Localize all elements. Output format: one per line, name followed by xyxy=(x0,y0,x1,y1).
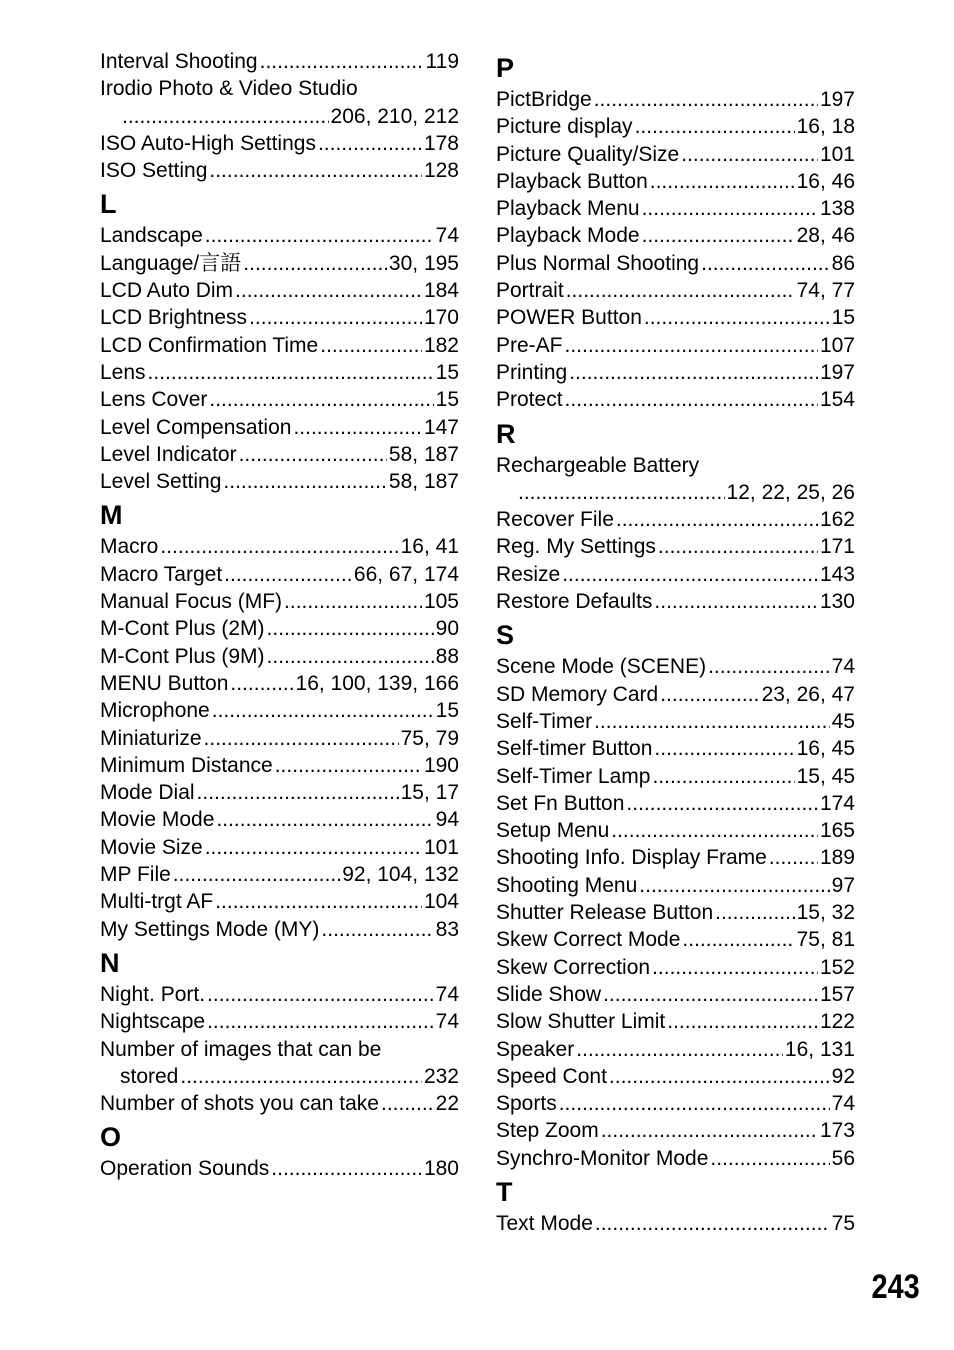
index-entry-pictbridge xyxy=(496,86,855,113)
entry-pages: 189 xyxy=(819,846,855,870)
dot-leader xyxy=(320,332,422,359)
dot-leader xyxy=(180,1063,422,1090)
entry-label: PictBridge xyxy=(496,88,592,111)
index-entry-self-timer-button xyxy=(496,735,855,762)
index-entry-language xyxy=(100,250,459,277)
dot-leader xyxy=(122,103,329,130)
index-entry-number-of-images-that-can-be xyxy=(100,1036,459,1063)
index-entry-level-compensation xyxy=(100,414,459,441)
entry-pages: 16, 41 xyxy=(400,535,459,559)
entry-label: Slide Show xyxy=(496,982,602,1006)
entry-label: Operation Sounds xyxy=(100,1157,270,1181)
entry-pages: 30, 195 xyxy=(388,251,459,275)
dot-leader xyxy=(601,1117,818,1144)
entry-pages: 28, 46 xyxy=(796,224,855,248)
entry-label: Restore Defaults xyxy=(496,590,653,614)
dot-leader xyxy=(239,441,387,468)
dot-leader xyxy=(381,1090,434,1117)
entry-pages: 75 xyxy=(831,1211,855,1235)
entry-label: Language/言語 xyxy=(100,251,242,275)
entry-label: Resize xyxy=(496,562,561,586)
dot-leader xyxy=(267,615,434,642)
entry-label: Synchro-Monitor Mode xyxy=(496,1146,709,1170)
entry-label: MP File xyxy=(100,863,171,887)
entry-label: M-Cont Plus (2M) xyxy=(100,617,265,641)
entry-pages: 58, 187 xyxy=(388,442,459,466)
entry-pages: 174 xyxy=(819,791,855,815)
index-entry-night-port xyxy=(100,981,459,1008)
index-entry-rechargeable-battery xyxy=(496,452,855,479)
dot-leader xyxy=(708,653,830,680)
entry-pages: 180 xyxy=(423,1157,459,1181)
entry-label: My Settings Mode (MY) xyxy=(100,917,320,941)
entry-pages: 178 xyxy=(423,131,459,155)
index-entry-step-zoom xyxy=(496,1117,855,1144)
index-entry-nightscape xyxy=(100,1008,459,1035)
index-entry-multi-trgt-af xyxy=(100,888,459,915)
entry-pages: 184 xyxy=(423,279,459,303)
dot-leader xyxy=(209,386,433,413)
index-entry-lens xyxy=(100,359,459,386)
entry-label: Step Zoom xyxy=(496,1119,599,1143)
index-entry-text-mode xyxy=(496,1210,855,1237)
index-entry-number-of-shots-you-can-take xyxy=(100,1090,459,1117)
index-entry-irodio-photo-video-studio xyxy=(100,75,459,102)
entry-label: MENU Button xyxy=(100,671,229,695)
entry-pages: 143 xyxy=(819,562,855,586)
index-entry-level-setting xyxy=(100,468,459,495)
dot-leader xyxy=(518,479,725,506)
index-entry-miniaturize xyxy=(100,725,459,752)
entry-pages: 12, 22, 25, 26 xyxy=(726,480,855,504)
entry-label: Miniaturize xyxy=(100,726,202,750)
dot-leader xyxy=(235,277,422,304)
dot-leader xyxy=(160,533,398,560)
index-entry-macro xyxy=(100,533,459,560)
index-entry-movie-size xyxy=(100,834,459,861)
index-entry-manual-focus-mf xyxy=(100,588,459,615)
entry-label: LCD Confirmation Time xyxy=(100,333,319,357)
entry-label: Reg. My Settings xyxy=(496,535,656,559)
index-entry-playback-mode xyxy=(496,222,855,249)
index-entry-movie-mode xyxy=(100,806,459,833)
entry-label: Picture Quality/Size xyxy=(496,142,680,166)
entry-label: Manual Focus (MF) xyxy=(100,590,283,614)
entry-pages: 147 xyxy=(423,415,459,439)
dot-leader xyxy=(642,222,795,249)
entry-pages: 197 xyxy=(819,360,855,384)
index-entry-shooting-menu xyxy=(496,872,855,899)
entry-pages: 119 xyxy=(425,50,459,73)
entry-label: M-Cont Plus (9M) xyxy=(100,644,265,668)
index-entry-picture-display xyxy=(496,113,855,140)
entry-pages: 170 xyxy=(423,306,459,330)
entry-label: Self-Timer Lamp xyxy=(496,764,651,788)
index-entry-mode-dial xyxy=(100,779,459,806)
index-entry-shutter-release-button xyxy=(496,899,855,926)
entry-pages: 74 xyxy=(831,655,855,679)
entry-label: Printing xyxy=(496,360,568,384)
index-entry-skew-correct-mode xyxy=(496,926,855,953)
entry-label: Minimum Distance xyxy=(100,753,273,777)
dot-leader xyxy=(644,304,830,331)
dot-leader xyxy=(205,834,422,861)
index-entry-continuation xyxy=(100,103,459,130)
dot-leader xyxy=(594,86,818,113)
entry-pages: 45 xyxy=(831,709,855,733)
entry-label: Text Mode xyxy=(496,1211,593,1235)
dot-leader xyxy=(566,277,795,304)
dot-leader xyxy=(626,790,818,817)
entry-label: Movie Mode xyxy=(100,808,215,832)
entry-pages: 182 xyxy=(423,333,459,357)
entry-pages: 15 xyxy=(435,388,459,412)
entry-pages: 74 xyxy=(435,1010,459,1034)
entry-label: Interval Shooting xyxy=(100,50,258,73)
index-entry-set-fn-button xyxy=(496,790,855,817)
dot-leader xyxy=(611,817,818,844)
index-entry-protect xyxy=(496,386,855,413)
entry-pages: 15 xyxy=(831,306,855,330)
entry-pages: 16, 18 xyxy=(796,115,855,139)
entry-pages: 107 xyxy=(819,333,855,357)
index-entry-mp-file xyxy=(100,861,459,888)
entry-pages: 104 xyxy=(423,890,459,914)
entry-pages: 232 xyxy=(423,1064,459,1088)
dot-leader xyxy=(652,763,794,790)
index-entry-shooting-info-display-frame xyxy=(496,844,855,871)
dot-leader xyxy=(595,1210,830,1237)
dot-leader xyxy=(293,414,422,441)
dot-leader xyxy=(701,250,830,277)
dot-leader xyxy=(207,1008,434,1035)
dot-leader xyxy=(609,1063,830,1090)
dot-leader xyxy=(639,872,829,899)
entry-label: SD Memory Card xyxy=(496,682,659,706)
dot-leader xyxy=(318,130,422,157)
section-letter-o: O xyxy=(100,1122,122,1153)
entry-label: Lens xyxy=(100,360,146,384)
dot-leader xyxy=(603,981,818,1008)
index-column-left xyxy=(100,48,459,1183)
index-entry-playback-menu xyxy=(496,195,855,222)
index-entry-self-timer xyxy=(496,708,855,735)
entry-pages: 16, 131 xyxy=(784,1037,855,1061)
index-entry-sports xyxy=(496,1090,855,1117)
index-entry-recover-file xyxy=(496,506,855,533)
dot-leader xyxy=(715,899,794,926)
index-entry-slow-shutter-limit xyxy=(496,1008,855,1035)
entry-label: Irodio Photo & Video Studio xyxy=(100,77,358,101)
entry-pages: 74, 77 xyxy=(796,279,855,303)
entry-label: Mode Dial xyxy=(100,781,195,805)
entry-label: Setup Menu xyxy=(496,819,610,843)
dot-leader xyxy=(654,735,794,762)
entry-pages: 90 xyxy=(435,617,459,641)
index-entry-iso-setting xyxy=(100,157,459,184)
entry-pages: 22 xyxy=(435,1092,459,1116)
entry-pages: 15 xyxy=(435,360,459,384)
index-entry-portrait xyxy=(496,277,855,304)
entry-pages: 171 xyxy=(819,535,855,559)
index-entry-menu-button xyxy=(100,670,459,697)
index-entry-scene-mode-scene xyxy=(496,653,855,680)
entry-label: Rechargeable Battery xyxy=(496,453,700,477)
index-entry-lcd-auto-dim xyxy=(100,277,459,304)
entry-pages: 16, 46 xyxy=(796,169,855,193)
entry-label: Nightscape xyxy=(100,1010,206,1034)
dot-leader xyxy=(249,304,422,331)
entry-label: Pre-AF xyxy=(496,333,563,357)
entry-pages: 197 xyxy=(819,88,855,111)
index-entry-picture-quality-size xyxy=(496,141,855,168)
entry-label: POWER Button xyxy=(496,306,642,330)
entry-label: Macro xyxy=(100,535,159,559)
index-entry-continuation xyxy=(496,479,855,506)
index-entry-landscape xyxy=(100,222,459,249)
entry-label: Portrait xyxy=(496,279,564,303)
entry-label: Shutter Release Button xyxy=(496,901,714,925)
index-entry-pre-af xyxy=(496,332,855,359)
index-entry-m-cont-plus-9m xyxy=(100,643,459,670)
entry-pages: 16, 45 xyxy=(796,737,855,761)
entry-pages: 75, 81 xyxy=(796,928,855,952)
entry-label: Level Setting xyxy=(100,470,222,494)
dot-leader xyxy=(660,681,759,708)
entry-label: Playback Menu xyxy=(496,197,640,221)
dot-leader xyxy=(148,359,434,386)
entry-pages: 122 xyxy=(819,1010,855,1034)
section-letter-m: M xyxy=(100,500,123,531)
dot-leader xyxy=(658,533,818,560)
index-entry-power-button xyxy=(496,304,855,331)
entry-label: Set Fn Button xyxy=(496,791,625,815)
entry-label: Landscape xyxy=(100,224,203,248)
entry-pages: 58, 187 xyxy=(388,470,459,494)
entry-label: Speaker xyxy=(496,1037,575,1061)
index-entry-sd-memory-card xyxy=(496,681,855,708)
index-entry-lcd-confirmation-time xyxy=(100,332,459,359)
dot-leader xyxy=(682,926,794,953)
dot-leader xyxy=(197,779,399,806)
index-entry-minimum-distance xyxy=(100,752,459,779)
dot-leader xyxy=(650,168,795,195)
entry-label: Speed Cont xyxy=(496,1064,607,1088)
dot-leader xyxy=(224,561,352,588)
entry-label: Number of images that can be xyxy=(100,1037,382,1061)
index-entry-operation-sounds xyxy=(100,1155,459,1182)
entry-pages: 101 xyxy=(423,835,459,859)
dot-leader xyxy=(642,195,818,222)
entry-pages: 74 xyxy=(435,982,459,1006)
entry-label: ISO Auto-High Settings xyxy=(100,131,316,155)
section-letter-n: N xyxy=(100,947,120,978)
dot-leader xyxy=(275,752,422,779)
section-letter-p: P xyxy=(496,53,515,83)
index-entry-speed-cont xyxy=(496,1063,855,1090)
entry-label: Level Compensation xyxy=(100,415,292,439)
index-entry-level-indicator xyxy=(100,441,459,468)
entry-pages: 206, 210, 212 xyxy=(330,104,459,128)
index-column-right xyxy=(496,48,855,1237)
entry-label: LCD Auto Dim xyxy=(100,279,234,303)
entry-pages: 128 xyxy=(423,159,459,183)
entry-pages: 157 xyxy=(819,982,855,1006)
entry-pages: 92 xyxy=(831,1064,855,1088)
entry-label: Level Indicator xyxy=(100,442,237,466)
entry-label: Sports xyxy=(496,1092,557,1116)
entry-pages: 74 xyxy=(435,224,459,248)
index-entry-synchro-monitor-mode xyxy=(496,1145,855,1172)
entry-label: LCD Brightness xyxy=(100,306,248,330)
dot-leader xyxy=(271,1155,422,1182)
entry-label: Self-timer Button xyxy=(496,737,653,761)
dot-leader xyxy=(216,806,433,833)
index-entry-resize xyxy=(496,561,855,588)
entry-label: Protect xyxy=(496,388,563,412)
entry-label: Picture display xyxy=(496,115,633,139)
index-entry-speaker xyxy=(496,1036,855,1063)
page-number: 243 xyxy=(871,1268,920,1306)
entry-pages: 15, 32 xyxy=(796,901,855,925)
index-entry-microphone xyxy=(100,697,459,724)
dot-leader xyxy=(215,888,422,915)
entry-pages: 16, 100, 139, 166 xyxy=(295,671,459,695)
entry-label: Shooting Menu xyxy=(496,873,638,897)
entry-pages: 75, 79 xyxy=(400,726,459,750)
entry-label: Night. Port. xyxy=(100,982,206,1006)
index-entry-lens-cover xyxy=(100,386,459,413)
dot-leader xyxy=(710,1145,829,1172)
index-entry-slide-show xyxy=(496,981,855,1008)
dot-leader xyxy=(243,250,387,277)
entry-label: Skew Correction xyxy=(496,955,651,979)
entry-pages: 138 xyxy=(819,197,855,221)
entry-label: Lens Cover xyxy=(100,388,208,412)
entry-label: Macro Target xyxy=(100,562,223,586)
dot-leader xyxy=(594,708,830,735)
dot-leader xyxy=(654,588,818,615)
entry-pages: 83 xyxy=(435,917,459,941)
dot-leader xyxy=(223,468,387,495)
entry-pages: 97 xyxy=(831,873,855,897)
entry-label: Shooting Info. Display Frame xyxy=(496,846,767,870)
dot-leader xyxy=(576,1036,783,1063)
dot-leader xyxy=(667,1008,818,1035)
entry-pages: 15, 45 xyxy=(796,764,855,788)
index-entry-restore-defaults xyxy=(496,588,855,615)
entry-pages: 15 xyxy=(435,699,459,723)
dot-leader xyxy=(565,386,818,413)
entry-label: Skew Correct Mode xyxy=(496,928,681,952)
entry-label: ISO Setting xyxy=(100,159,208,183)
index-entry-continuation xyxy=(100,1063,459,1090)
entry-pages: 105 xyxy=(423,590,459,614)
dot-leader xyxy=(284,588,422,615)
index-entry-lcd-brightness xyxy=(100,304,459,331)
index-entry-macro-target xyxy=(100,561,459,588)
dot-leader xyxy=(616,506,818,533)
section-letter-s: S xyxy=(496,620,515,651)
entry-pages: 101 xyxy=(819,142,855,166)
entry-pages: 15, 17 xyxy=(400,781,459,805)
dot-leader xyxy=(267,643,434,670)
dot-leader xyxy=(205,222,434,249)
dot-leader xyxy=(569,359,818,386)
entry-pages: 165 xyxy=(819,819,855,843)
dot-leader xyxy=(260,48,424,75)
dot-leader xyxy=(652,954,818,981)
entry-pages: 190 xyxy=(423,753,459,777)
entry-label: Playback Mode xyxy=(496,224,640,248)
section-letter-r: R xyxy=(496,418,516,449)
entry-pages: 23, 26, 47 xyxy=(761,682,855,706)
dot-leader xyxy=(212,697,434,724)
entry-pages: 173 xyxy=(819,1119,855,1143)
section-letter-t: T xyxy=(496,1176,513,1207)
index-entry-my-settings-mode-my xyxy=(100,916,459,943)
entry-label: Plus Normal Shooting xyxy=(496,251,700,275)
dot-leader xyxy=(173,861,340,888)
entry-label: Slow Shutter Limit xyxy=(496,1010,666,1034)
entry-pages: 152 xyxy=(819,955,855,979)
index-entry-self-timer-lamp xyxy=(496,763,855,790)
index-entry-interval-shooting xyxy=(100,48,459,75)
entry-pages: 86 xyxy=(831,251,855,275)
dot-leader xyxy=(209,157,422,184)
index-entry-m-cont-plus-2m xyxy=(100,615,459,642)
entry-pages: 130 xyxy=(819,590,855,614)
entry-label: Multi-trgt AF xyxy=(100,890,214,914)
entry-pages: 154 xyxy=(819,388,855,412)
entry-pages: 74 xyxy=(831,1092,855,1116)
dot-leader xyxy=(769,844,818,871)
entry-pages: 92, 104, 132 xyxy=(342,863,459,887)
entry-label: Number of shots you can take xyxy=(100,1092,379,1116)
dot-leader xyxy=(565,332,818,359)
dot-leader xyxy=(559,1090,830,1117)
entry-label: Self-Timer xyxy=(496,709,593,733)
index-entry-skew-correction xyxy=(496,954,855,981)
entry-label: Playback Button xyxy=(496,169,648,193)
index-entry-plus-normal-shooting xyxy=(496,250,855,277)
entry-pages: 94 xyxy=(435,808,459,832)
dot-leader xyxy=(562,561,818,588)
dot-leader xyxy=(207,981,434,1008)
index-entry-reg-my-settings xyxy=(496,533,855,560)
entry-pages: 66, 67, 174 xyxy=(353,562,459,586)
dot-leader xyxy=(321,916,433,943)
entry-label: Movie Size xyxy=(100,835,203,859)
entry-pages: 56 xyxy=(831,1146,855,1170)
entry-label: stored xyxy=(120,1064,179,1088)
dot-leader xyxy=(230,670,293,697)
index-entry-playback-button xyxy=(496,168,855,195)
entry-pages: 162 xyxy=(819,508,855,532)
index-entry-iso-auto-high-settings xyxy=(100,130,459,157)
entry-pages: 88 xyxy=(435,644,459,668)
dot-leader xyxy=(635,113,795,140)
entry-label: Scene Mode (SCENE) xyxy=(496,655,707,679)
index-entry-printing xyxy=(496,359,855,386)
dot-leader xyxy=(681,141,818,168)
dot-leader xyxy=(204,725,399,752)
index-entry-setup-menu xyxy=(496,817,855,844)
section-letter-l: L xyxy=(100,189,117,220)
entry-label: Microphone xyxy=(100,699,210,723)
entry-label: Recover File xyxy=(496,508,614,532)
